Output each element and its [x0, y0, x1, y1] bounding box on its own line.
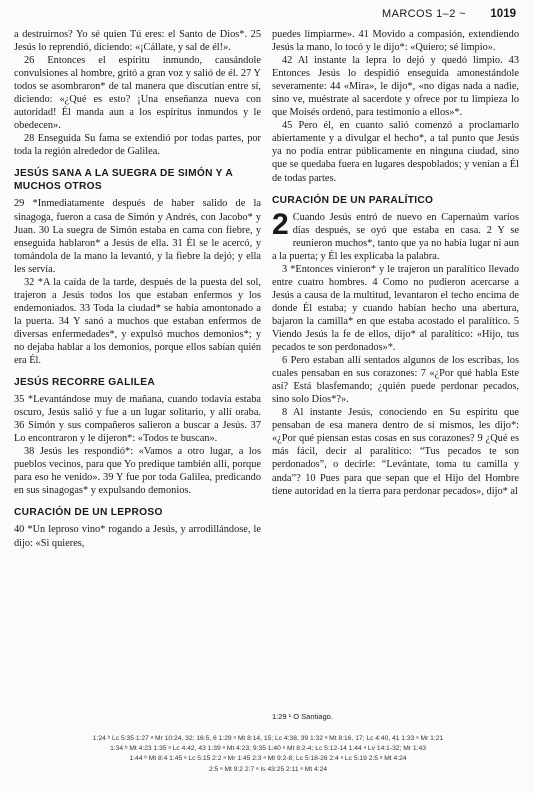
paragraph: a destruirnos? Yo sé quien Tú eres: el Santo de Dios*. 25 Jesús lo reprendió, diciendo: «¡Cállate, y sal de él!». [14, 29, 261, 54]
paragraph: 42 Al instante la lepra lo dejó y quedó limpio. 43 Entonces Jesús lo despidió enseguida amonestándole severamente: 44 «Mira», le dijo*, «no digas nada a nadie, sino ve, muéstrate al sacerdote y ofrece por tu limpieza lo que Moisés ordenó, para testimonio a ellos»*. [272, 55, 519, 119]
paragraph: 40 *Un leproso vino* rogando a Jesús, y arrodillándose, le dijo: «Si quieres, [14, 524, 261, 549]
cross-references [30, 734, 506, 775]
paragraph: 38 Jesús les respondió*: «Vamos a otro lugar, a los pueblos vecinos, para que Yo predique también allí, porque para eso he venido». 39 Y fue por toda Galilea, predicando en sus sinagogas* y expulsando demonios. [14, 446, 261, 497]
section-heading: CURACIÓN DE UN PARALÍTICO [272, 194, 434, 206]
page-header [0, 6, 534, 26]
footnote: 1:29 ¹ O Santiago. [272, 712, 333, 721]
paragraph: 35 *Levantándose muy de mañana, cuando todavía estaba oscuro, Jesús salió y fue a un lugar solitario, y allí oraba. 36 Simón y sus compañeros salieron a buscar a Jesús. 37 Lo encontraron y le dijeron*: «Todos te buscan». [14, 394, 261, 445]
xref-line: 1:44 ᵇ Mt 8:4 1:45 ᵃ Lc 5:15 2:2 ᵃ Mr 1:45 2:3 ᵃ Mt 9:2-8; Lc 5:18-26 2:4 ᵃ Lc 5:19 2:5 ᵃ Mt 4:24 [129, 755, 407, 763]
xref-line: 2:5 ᵃ Mt 9:2 2:7 ᵃ Is 43:25 2:11 ᵃ Mt 4:24 [208, 765, 328, 773]
paragraph: 26 Entonces el espíritu inmundo, causándole convulsiones al hombre, gritó a gran voz y salió de él. 27 Y todos se asombraron* de tal manera que discutían entre sí, diciendo: «¿Qué es esto? ¡Una enseñanza nueva con autoridad! Él manda aun a los espíritus inmundos y le obedecen». [14, 55, 261, 132]
paragraph-text: Cuando Jesús entró de nuevo en Capernaúm varios días después, se oyó que estaba en casa. 2 Y se reunieron muchos*, tanto que ya no había lugar ni aun a la puerta; y Él les explicaba la palabra. [272, 211, 519, 262]
paragraph: 45 Pero él, en cuanto salió comenzó a proclamarlo abiertamente y a divulgar el hecho*, a tal punto que Jesús ya no podía entrar públicamente en ninguna ciudad, sino que se quedaba fuera en lugares despoblados; y venían a Él de todas partes. [272, 120, 519, 184]
section-heading: JESÚS SANA A LA SUEGRA DE SIMÓN Y A MUCHOS OTROS [14, 168, 233, 193]
paragraph: puedes limpiarme». 41 Movido a compasión, extendiendo Jesús la mano, lo tocó y le dijo*: «Quiero; sé limpio». [272, 29, 519, 54]
running-head: MARCOS 1–2 ~ [382, 8, 466, 20]
paragraph: 8 Al instante Jesús, conociendo en Su espíritu que pensaban de esa manera dentro de sí mismos, les dijo*: «¿Por qué piensan estas cosas en sus corazones? 9 ¿Qué es más fácil, decir al paralítico: “Tus pecados te son perdonados”, o decirle: “Levántate, toma tu camilla y anda”? 10 Pues para que sepan que el Hijo del Hombre tiene autoridad en la tierra para perdonar pecados», dijo* al [272, 407, 519, 497]
chapter-paragraph [272, 207, 519, 263]
paragraph: 32 *A la caída de la tarde, después de la puesta del sol, trajeron a Jesús todos los que estaban enfermos y los endemoniados. 33 Toda la ciudad* se había amontonado a la puerta. 34 Y sanó a muchos que estaban enfermos de diversas enfermedades*, y expulsó muchos demonios*; y no dejaba hablar a los demonios, porque ellos sabían quién era Él. [14, 276, 261, 367]
paragraph: 29 *Inmediatamente después de haber salido de la sinagoga, fueron a casa de Simón y Andrés, con Jacobo* y Juan. 30 La suegra de Simón estaba en cama con fiebre, y enseguida hablaron* a Jesús de ella. 31 Él se le acercó, y tomándola de la mano la levantó, y la fiebre la dejó; y ella les servía. [14, 198, 261, 275]
right-column [272, 28, 519, 498]
xref-line: 1:34 ᵇ Mt 4:23 1:35 ᵃ Lc 4:42, 43 1:39 ᵃ Mt 4:23; 9:35 1:40 ᵃ Mt 8:2-4; Lc 5:12-14 1:44 ᵃ Lv 14:1-32; Mr 1:43 [110, 745, 426, 753]
xref-line: 1:24 ᵇ Lc 5:35 1:27 ᵃ Mr 10:24, 32; 16:5, 6 1:29 ᵃ Mt 8:14, 15; Lc 4:38, 39 1:32 ᵃ Mt 8:16, 17; Lc 4:40, 41 1:33 ᵃ Mr 1:21 [92, 735, 444, 742]
paragraph: 6 Pero estaban allí sentados algunos de los escribas, los cuales pensaban en sus corazones: 7 «¿Por qué habla Este así? Está blasfemando; ¿quién puede perdonar pecados, sino solo Dios*?». [272, 355, 519, 406]
paragraph: 28 Enseguida Su fama se extendió por todas partes, por toda la región alrededor de Galilea. [14, 133, 261, 158]
page-number: 1019 [490, 8, 516, 20]
paragraph: 3 *Entonces vinieron* y le trajeron un paralítico llevado entre cuatro hombres. 4 Como no pudieron acercarse a Jesús a causa de la multitud, levantaron el techo encima de donde Él estaba; y cuando habían hecho una abertura, bajaron la camilla* en que estaba acostado el paralítico. 5 Viendo Jesús la fe de ellos, dijo* al paralítico: «Hijo, tus pecados te son perdonados»*. [272, 263, 519, 354]
left-column [14, 28, 261, 550]
section-heading: CURACIÓN DE UN LEPROSO [14, 507, 163, 519]
chapter-number: 2 [272, 207, 289, 241]
section-heading: JESÚS RECORRE GALILEA [14, 377, 156, 389]
